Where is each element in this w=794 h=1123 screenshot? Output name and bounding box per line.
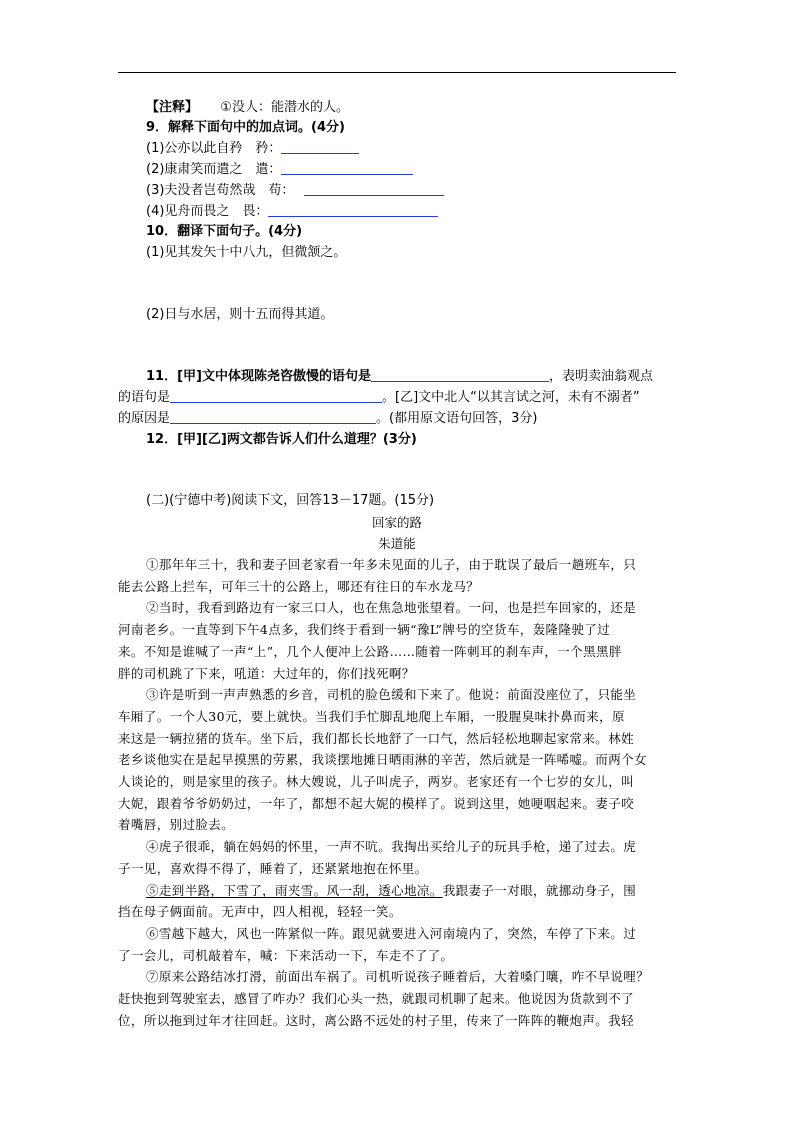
q11-text-4: 。[乙]文中北人“以其言试之河，未有不溺者”	[382, 390, 640, 405]
note-label: 【注释】	[146, 100, 199, 115]
q9-answer-blank-3[interactable]	[304, 182, 444, 196]
article-line: 位，所以拖到过年才往回赶。这时，离公路不远处的村子里，传来了一阵阵的鞭炮声。我轻	[118, 1013, 635, 1028]
article-line: 能去公路上拦车，可年三十的公路上，哪还有往日的车水龙马？	[118, 579, 480, 594]
article-author: 朱道能	[378, 536, 416, 551]
q11-text-6: 。(都用原文语句回答，3分)	[376, 411, 538, 426]
article-line: 挡在母子俩面前。无声中，四人相视，轻轻一笑。	[118, 904, 402, 919]
q10-item-2: (2)日与水居，则十五而得其道。	[146, 307, 334, 322]
article-line: 胖的司机跳了下来，吼道：大过年的，你们找死啊？	[118, 666, 415, 681]
q11-line-1	[146, 368, 653, 386]
q11-text-3: 的语句是	[118, 390, 171, 405]
article-line: ②当时，我看到路边有一家三口人，也在焦急地张望着。一问，也是拦车回家的，还是	[146, 600, 637, 615]
q9-item-2-text: (2)康肃笑而遣之 遣：	[146, 162, 282, 177]
article-line: 赶快抱到驾驶室去，感冒了咋办？我们心头一热，就跟司机聊了起来。他说因为货款到不了	[118, 991, 635, 1006]
q11-line-2	[118, 389, 640, 407]
article-line: ⑥雪越下越大，风也一阵紧似一阵。跟见就要进入河南境内了，突然，车停了下来。过	[146, 926, 637, 941]
article-line: 来。不知是谁喊了一声“上”，几个人便冲上公路……随着一阵刺耳的刹车声，一个黑黑胖	[118, 644, 622, 659]
article-title: 回家的路	[371, 515, 422, 530]
article-line: ④虎子很乖，躺在妈妈的怀里，一声不吭。我掏出买给儿子的玩具手枪，递了过去。虎	[146, 839, 637, 854]
section2-heading: (二)(宁德中考)阅读下文，回答13－17题。(15分)	[146, 493, 435, 508]
note-line	[146, 99, 349, 117]
q11-text-2: ，表明卖油翁观点	[548, 369, 653, 384]
note-text: ①没人：能潜水的人。	[220, 100, 349, 115]
article-line: ③许是听到一声声熟悉的乡音，司机的脸色缓和下来了。他说：前面没座位了，只能坐	[146, 687, 637, 702]
q9-item-2	[146, 161, 413, 179]
article-line: 子一见，喜欢得不得了，睡着了，还紧紧地抱在怀里。	[118, 861, 428, 876]
q11-answer-blank-1[interactable]	[371, 368, 549, 382]
article-line: 老乡谈他实在是起早摸黑的劳累，我谈摆地摊日晒雨淋的辛苦，然后就是一阵唏嘘。而两个女	[118, 752, 647, 767]
q9-item-4-text: (4)见舟而畏之 畏：	[146, 204, 269, 219]
q9-item-1-text: (1)公亦以此自矜 矜：	[146, 141, 282, 156]
header-rule	[118, 72, 676, 73]
q9-item-3-text: (3)夫没者岂苟然哉 苟：	[146, 183, 295, 198]
article-line-rest: 我跟妻子一对眼，就挪动身子，围	[442, 883, 637, 898]
article-line: 车厢了。一个人30元，要上就快。当我们手忙脚乱地爬上车厢，一股腥臭味扑鼻而来，原	[118, 709, 625, 724]
article-line: ⑦原来公路结冰打滑，前面出车祸了。司机听说孩子睡着后，大着嗓门嚷，咋不早说哩？	[146, 969, 650, 984]
article-line: 大妮，跟着爷爷奶奶过，一年了，都想不起大妮的模样了。说到这里，她哽咽起来。妻子咬	[118, 796, 635, 811]
q9-answer-blank-4[interactable]	[268, 203, 438, 217]
q9-item-3	[146, 182, 444, 200]
q11-answer-blank-2[interactable]	[170, 389, 382, 403]
article-line: 着嘴唇，别过脸去。	[118, 817, 235, 832]
q11-line-3	[118, 410, 537, 428]
q9-item-4	[146, 203, 438, 221]
article-line: 人谈论的，则是家里的孩子。林大嫂说，儿子叫虎子，两岁。老家还有一个七岁的女儿，叫	[118, 774, 635, 789]
article-line: 了一会儿，司机敲着车，喊：下来活动一下，车走不了了。	[118, 948, 454, 963]
q9-answer-blank-1[interactable]	[281, 140, 359, 154]
q9-item-1	[146, 140, 359, 158]
q11-answer-blank-3[interactable]	[170, 410, 376, 424]
q10-item-1: (1)见其发矢十中八九，但微颔之。	[146, 245, 347, 260]
article-line: 来这是一辆拉猪的货车。坐下后，我们都长长地舒了一口气，然后轻松地聊起家常来。林姓	[118, 731, 635, 746]
q12-title: 12．[甲][乙]两文都告诉人们什么道理？(3分)	[146, 432, 417, 447]
article-line: ①那年年三十，我和妻子回老家看一年多未见面的儿子，由于耽误了最后一趟班车，只	[146, 557, 637, 572]
q11-text-1: 11．[甲]文中体现陈尧咨傲慢的语句是	[146, 369, 371, 384]
q9-answer-blank-2[interactable]	[281, 161, 413, 175]
article-line	[146, 882, 636, 900]
q9-title: 9．解释下面句中的加点词。(4分)	[146, 120, 345, 135]
q10-title: 10．翻译下面句子。(4分)	[146, 224, 303, 239]
article-line: 河南老乡。一直等到下午4点多，我们终于看到一辆“豫L”牌号的空货车，轰隆隆驶了过	[118, 622, 611, 637]
underlined-sentence: ⑤走到半路，下雪了，雨夹雪。风一刮，透心地凉。	[146, 883, 443, 898]
q11-text-5: 的原因是	[118, 411, 171, 426]
